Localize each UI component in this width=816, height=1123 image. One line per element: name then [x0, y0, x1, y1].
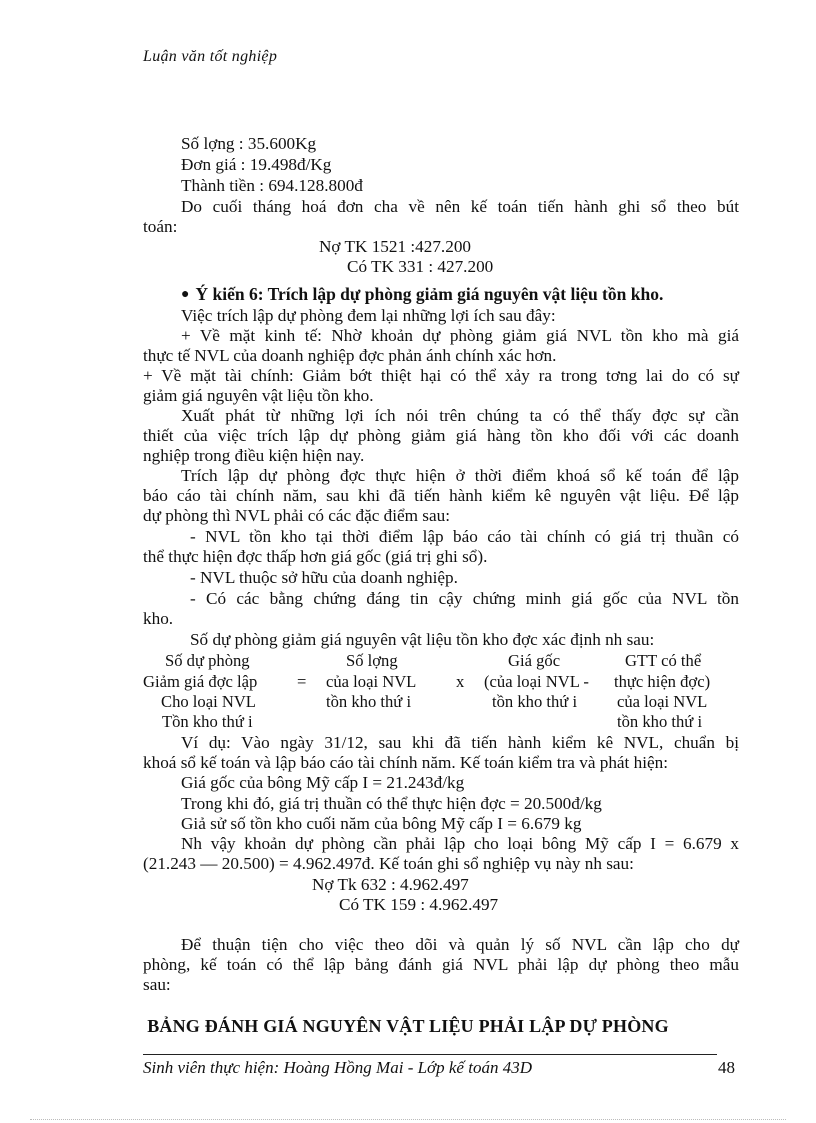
paragraph-line: sau: [143, 975, 171, 994]
condition-line: - NVL thuộc sở hữu của doanh nghiệp. [190, 568, 458, 587]
formula-cell: của loại NVL [326, 672, 417, 691]
header-title: Luận văn tốt nghiệp [143, 48, 278, 65]
condition-line: - NVL tồn kho tại thời điểm lập báo cáo tài chính có giá trị thuần có [190, 527, 739, 546]
paragraph-line: + Về mặt kinh tế: Nhờ khoản dự phòng giảm giá NVL tồn kho mà giá [181, 326, 739, 345]
paragraph-line: khoá sổ kế toán và lập báo cáo tài chính năm. Kế toán kiểm tra và phát hiện: [143, 753, 668, 772]
page-number: 48 [718, 1058, 735, 1077]
footer-divider [143, 1054, 717, 1055]
paragraph-line: Để thuận tiện cho việc theo dõi và quản lý số NVL cần lập cho dự [181, 935, 739, 954]
paragraph-line: Giả sử số tồn kho cuối năm của bông Mỹ cấp I = 6.679 kg [181, 814, 582, 833]
formula-cell: của loại NVL [617, 692, 708, 711]
paragraph-line: giảm giá nguyên vật liệu tồn kho. [143, 386, 374, 405]
paragraph-line: phòng, kế toán có thể lập bảng đánh giá NVL phải lập dự phòng theo mẫu [143, 955, 739, 974]
paragraph-line: báo cáo tài chính năm, sau khi đã tiến hành kiểm kê nguyên vật liệu. Để lập [143, 486, 739, 505]
paragraph-line: (21.243 — 20.500) = 4.962.497đ. Kế toán ghi sổ nghiệp vụ này nh sau: [143, 854, 634, 873]
paragraph-line: toán: [143, 217, 178, 236]
formula-cell: (của loại NVL - [484, 672, 589, 691]
formula-cell: Giảm giá đợc lập [143, 672, 258, 691]
formula-cell: Cho loại NVL [161, 692, 256, 711]
line-unit-price: Đơn giá : 19.498đ/Kg [181, 155, 332, 174]
formula-operator: = [297, 672, 307, 691]
formula-cell: Giá gốc [508, 651, 561, 670]
formula-cell: tồn kho thứ i [617, 712, 703, 731]
table-title: BẢNG ĐÁNH GIÁ NGUYÊN VẬT LIỆU PHẢI LẬP DỰ PHÒNG [147, 1016, 669, 1036]
entry1-debit: Nợ TK 1521 :427.200 [319, 237, 472, 256]
formula-cell: tồn kho thứ i [326, 692, 412, 711]
paragraph-line: Ví dụ: Vào ngày 31/12, sau khi đã tiến hành kiểm kê NVL, chuẩn bị [181, 733, 739, 752]
entry2-debit: Nợ Tk 632 : 4.962.497 [312, 875, 469, 894]
formula-cell: Số dự phòng [165, 651, 250, 670]
paragraph-line: dự phòng thì NVL phải có các đặc điểm sau: [143, 506, 450, 525]
paragraph-line: nghiệp trong điều kiện hiện nay. [143, 446, 365, 465]
paragraph-line: Giá gốc của bông Mỹ cấp I = 21.243đ/kg [181, 773, 465, 792]
formula-cell: tồn kho thứ i [492, 692, 578, 711]
paragraph-line: Nh vậy khoản dự phòng cần phải lập cho loại bông Mỹ cấp I = 6.679 x [181, 834, 739, 853]
paragraph-line: Xuất phát từ những lợi ích nói trên chúng ta có thể thấy đợc sự cần [181, 406, 739, 425]
line-qty: Số lợng : 35.600Kg [181, 134, 317, 153]
line-amount: Thành tiền : 694.128.800đ [181, 176, 363, 195]
paragraph-line: + Về mặt tài chính: Giảm bớt thiệt hại có thể xảy ra trong tơng lai do có sự [143, 366, 739, 385]
paragraph-line: Trong khi đó, giá trị thuần có thể thực hiện đợc = 20.500đ/kg [181, 794, 602, 813]
footer-text: Sinh viên thực hiện: Hoàng Hồng Mai - Lớp kế toán 43D [143, 1058, 532, 1077]
paragraph-line: Việc trích lập dự phòng đem lại những lợi ích sau đây: [181, 306, 556, 325]
entry1-credit: Có TK 331 : 427.200 [347, 257, 494, 276]
bullet-icon: ● [181, 287, 190, 302]
paragraph-line: Do cuối tháng hoá đơn cha về nên kế toán tiến hành ghi sổ theo bút [181, 197, 739, 216]
formula-cell: Tồn kho thứ i [162, 712, 253, 731]
condition-line: - Có các bằng chứng đáng tin cậy chứng minh giá gốc của NVL tồn [190, 589, 739, 608]
formula-cell: GTT có thể [625, 651, 702, 670]
formula-operator: x [456, 672, 465, 691]
section-heading: ● Ý kiến 6: Trích lập dự phòng giảm giá nguyên vật liệu tồn kho. [181, 284, 664, 304]
paragraph-line: thực tế NVL của doanh nghiệp đợc phản ánh chính xác hơn. [143, 346, 557, 365]
condition-line: kho. [143, 609, 174, 628]
formula-cell: Số lợng [346, 651, 398, 670]
paragraph-line: Trích lập dự phòng đợc thực hiện ở thời điểm khoá sổ kế toán để lập [181, 466, 739, 485]
formula-cell: thực hiện đợc) [614, 672, 711, 691]
page-edge-divider [30, 1119, 786, 1120]
paragraph-line: thiết của việc trích lập dự phòng giảm giá hàng tồn kho đối với các doanh [143, 426, 739, 445]
condition-line: thể thực hiện đợc thấp hơn giá gốc (giá trị ghi sổ). [143, 547, 488, 566]
entry2-credit: Có TK 159 : 4.962.497 [339, 895, 499, 914]
paragraph-line: Số dự phòng giảm giá nguyên vật liệu tồn kho đợc xác định nh sau: [190, 630, 655, 649]
